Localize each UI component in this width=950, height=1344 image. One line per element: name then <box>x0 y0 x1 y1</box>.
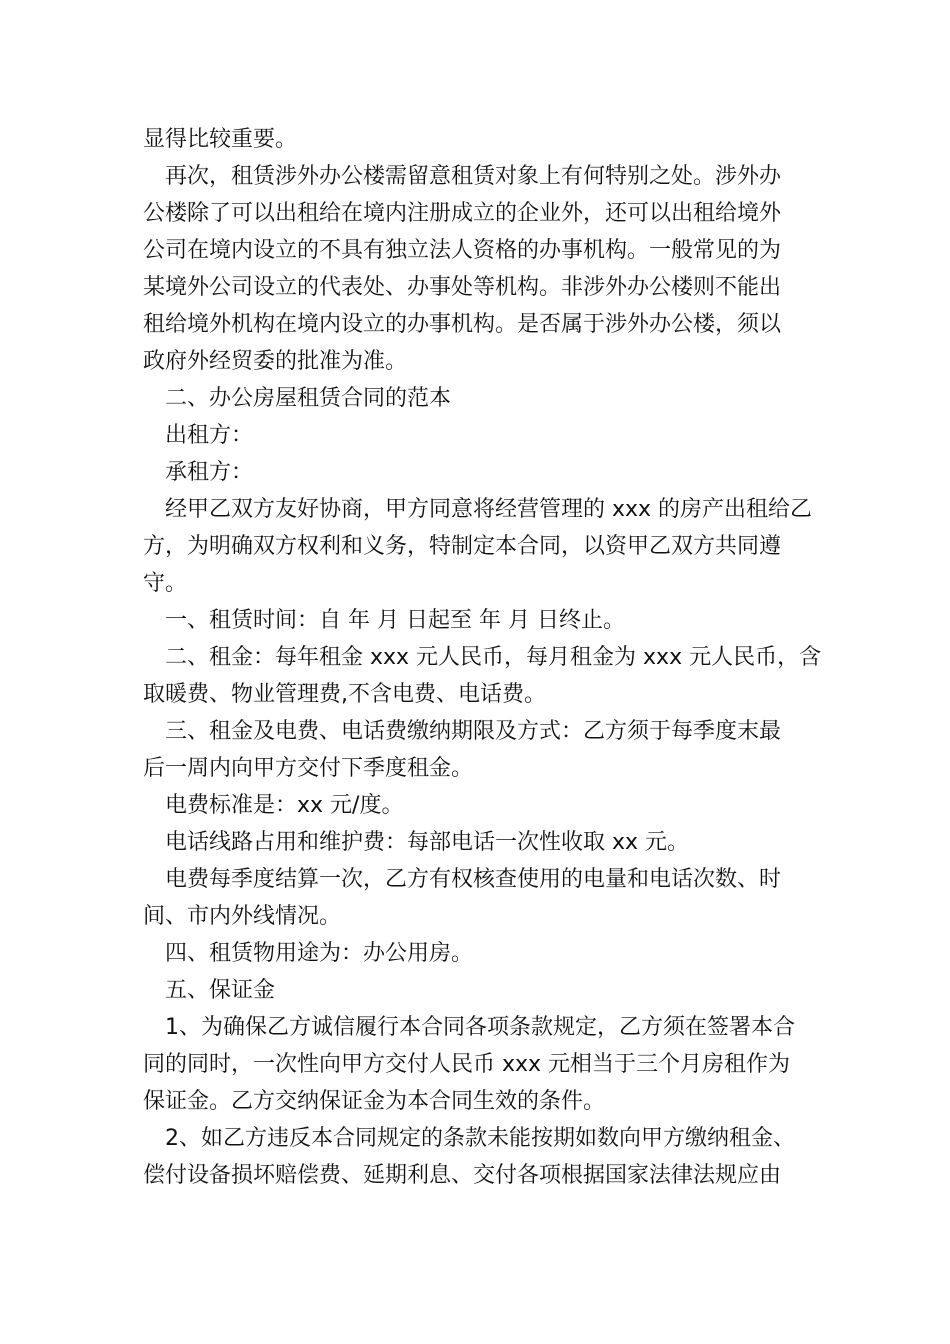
clause-line: 1、为确保乙方诚信履行本合同各项条款规定，乙方须在签署本合 <box>143 1015 795 1040</box>
clause-line: 偿付设备损坏赔偿费、延期利息、交付各项根据国家法律法规应由 <box>143 1163 782 1188</box>
lessor-label: 出租方： <box>143 423 254 448</box>
text-line: 公司在境内设立的不具有独立法人资格的办事机构。一般常见的为 <box>143 238 782 263</box>
clause-line: 取暖费、物业管理费,不含电费、电话费。 <box>143 682 546 707</box>
lessee-label: 承租方： <box>143 460 254 485</box>
document-body <box>143 121 822 1194</box>
clause-line: 电话线路占用和维护费：每部电话一次性收取 xx 元。 <box>143 830 690 855</box>
clause-line: 四、租赁物用途为：办公用房。 <box>143 941 474 966</box>
clause-line: 电费每季度结算一次，乙方有权核查使用的电量和电话次数、时 <box>143 867 782 892</box>
section-heading: 二、办公房屋租赁合同的范本 <box>143 386 452 411</box>
text-line: 方，为明确双方权利和义务，特制定本合同，以资甲乙双方共同遵 <box>143 534 782 559</box>
text-line: 显得比较重要。 <box>143 127 298 152</box>
clause-line: 间、市内外线情况。 <box>143 904 342 929</box>
text-line: 租给境外机构在境内设立的办事机构。是否属于涉外办公楼，须以 <box>143 312 782 337</box>
clause-line: 同的同时，一次性向甲方交付人民币 xxx 元相当于三个月房租作为 <box>143 1052 791 1077</box>
clause-line: 电费标准是：xx 元/度。 <box>143 793 404 818</box>
clause-line: 保证金。乙方交纳保证金为本合同生效的条件。 <box>143 1089 606 1114</box>
clause-line: 后一周内向甲方交付下季度租金。 <box>143 756 474 781</box>
clause-line: 二、租金：每年租金 xxx 元人民币，每月租金为 xxx 元人民币，含 <box>143 645 822 670</box>
clause-line: 一、租赁时间：自 年 月 日起至 年 月 日终止。 <box>143 608 625 633</box>
text-line: 公楼除了可以出租给在境内注册成立的企业外，还可以出租给境外 <box>143 201 782 226</box>
text-line: 守。 <box>143 571 188 596</box>
text-line: 再次，租赁涉外办公楼需留意租赁对象上有何特别之处。涉外办 <box>143 164 782 189</box>
clause-line: 2、如乙方违反本合同规定的条款未能按期如数向甲方缴纳租金、 <box>143 1126 795 1151</box>
text-line: 政府外经贸委的批准为准。 <box>143 349 408 374</box>
text-line: 某境外公司设立的代表处、办事处等机构。非涉外办公楼则不能出 <box>143 275 782 300</box>
text-line: 经甲乙双方友好协商，甲方同意将经营管理的 xxx 的房产出租给乙 <box>143 497 813 522</box>
clause-line: 五、保证金 <box>143 978 276 1003</box>
clause-line: 三、租金及电费、电话费缴纳期限及方式：乙方须于每季度末最 <box>143 719 782 744</box>
